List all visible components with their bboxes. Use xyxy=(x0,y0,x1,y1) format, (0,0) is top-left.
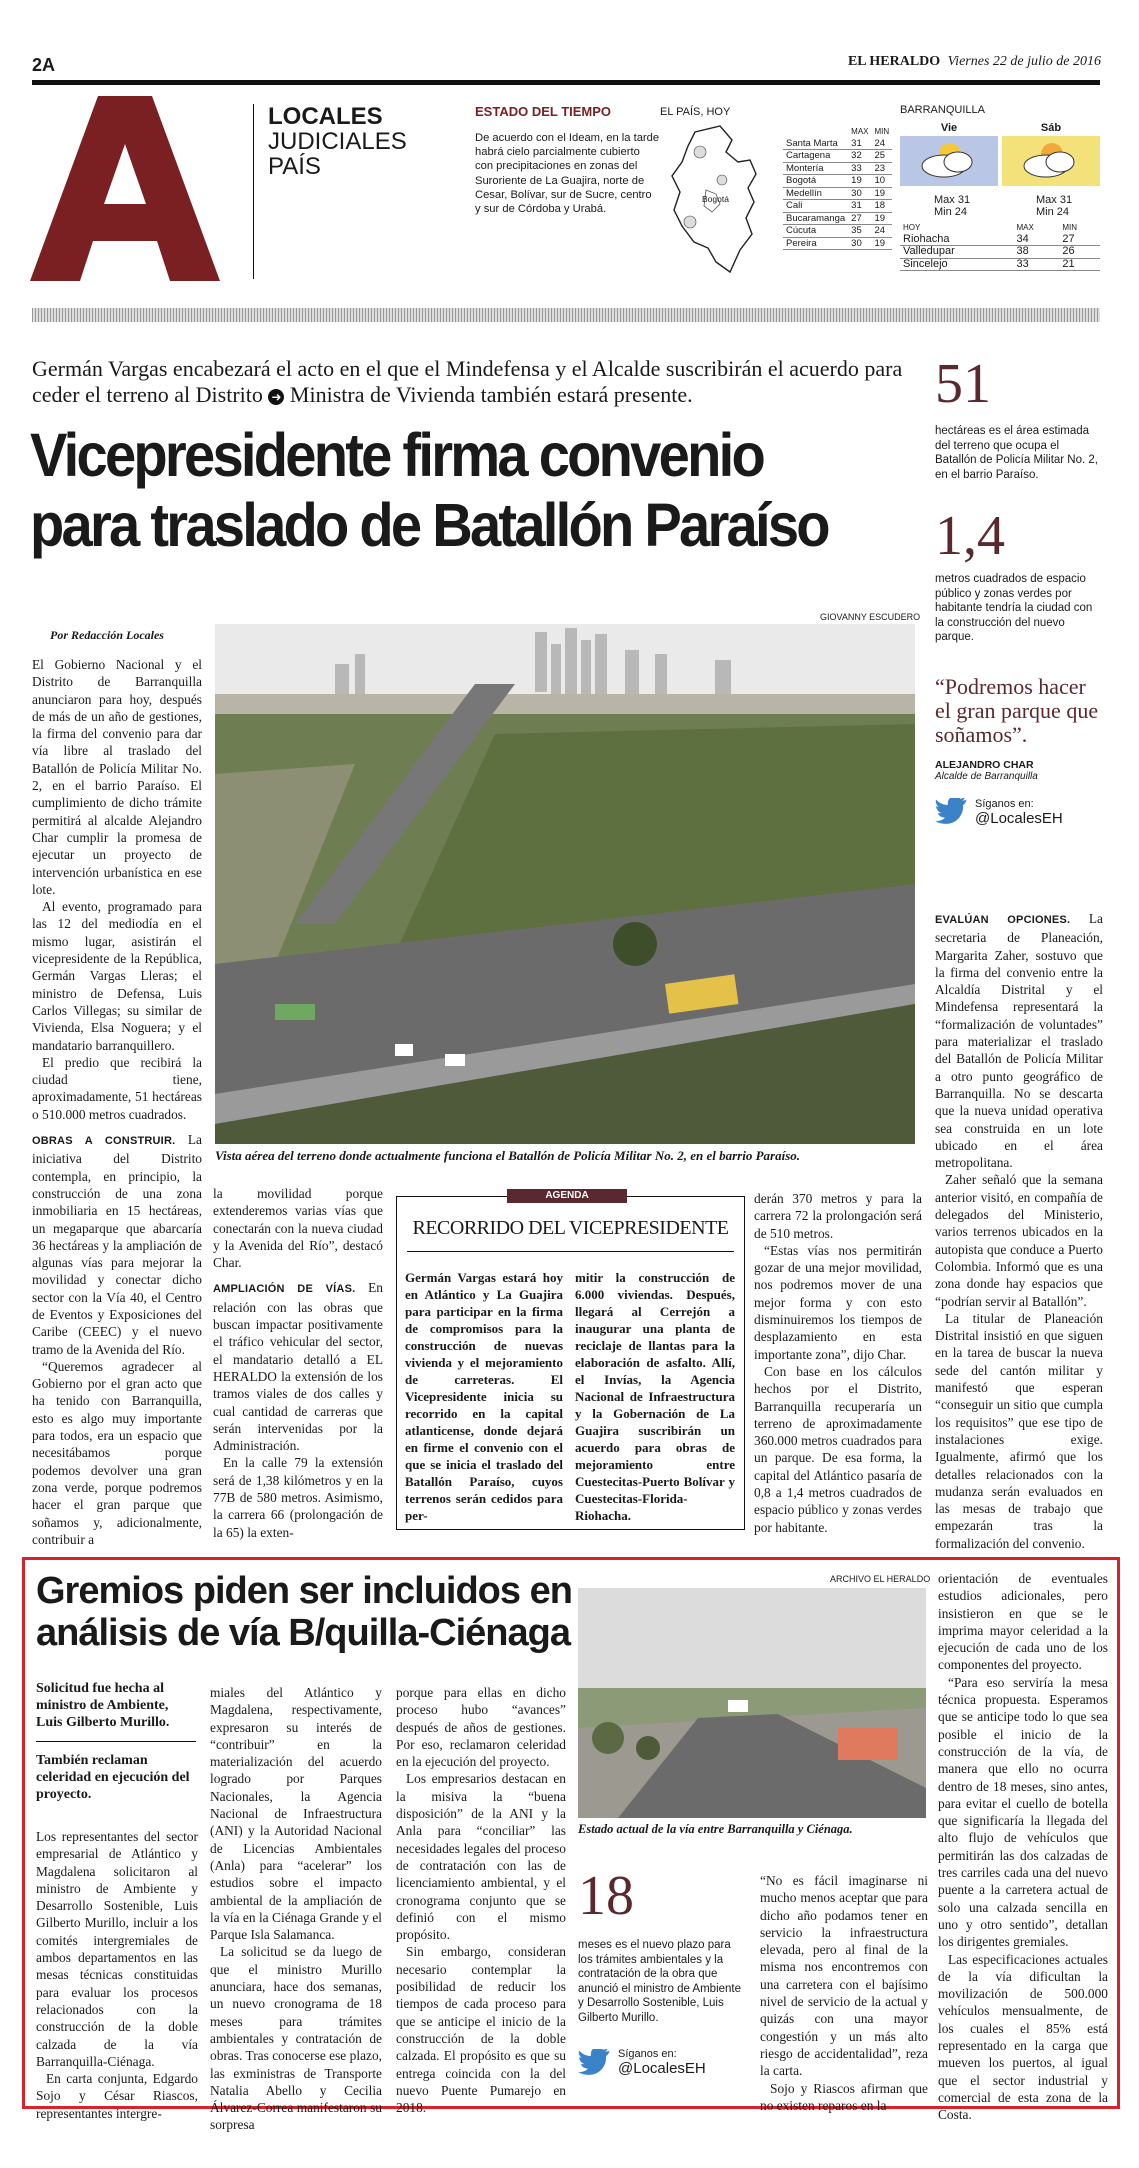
deck-line-2: También reclaman celeridad en ejecución del proyecto. xyxy=(36,1753,190,1802)
main-column-4 xyxy=(754,1190,922,1536)
pull-quote: “Podremos hacer el gran parque que soñamos”. xyxy=(935,673,1099,747)
follow-handle[interactable]: @LocalesEH xyxy=(975,809,1063,827)
city-name: Montería xyxy=(783,162,848,175)
paragraph: Zaher señaló que la semana anterior visitó, en compañía de delegados del Ministerio, varios terrenos ubicados en la autopista que conduce a Puerto Colombia. Informó que es una zona donde hay espacios que “podrían servir al Batallón”. xyxy=(935,1172,1103,1309)
deck-divider xyxy=(36,1741,196,1742)
deck-text: Germán Vargas encabezará el acto en el que el Mindefensa y el Alcalde suscribirán el acuerdo para ceder el terreno al Distrito xyxy=(32,356,903,407)
paragraph: Los representantes del sector empresarial de Atlántico y Magdalena solicitaron al ministro de Ambiente y Desarrollo Sostenible, Luis Gilberto Murillo, incluir a los comités intergremiales de ambos departamentos en las mesas técnicas constituidas para evaluar los procesos relacionados con la construcción de la doble calzada de la vía Barranquilla-Ciénaga. xyxy=(36,1829,198,2069)
follow-text xyxy=(618,2048,706,2077)
paragraph-with-kicker xyxy=(935,910,1103,1171)
city-min: 18 xyxy=(872,200,893,213)
local-weather-title: BARRANQUILLA xyxy=(900,104,985,116)
colombia-map xyxy=(660,122,770,282)
section-item-judiciales: JUDICIALES xyxy=(268,128,407,155)
city-name: Cali xyxy=(783,200,848,213)
table-row xyxy=(783,237,892,250)
kicker: EVALÚAN OPCIONES. xyxy=(935,914,1071,926)
city-max: 31 xyxy=(848,138,871,150)
section-a-icon xyxy=(30,96,220,281)
forecast-min: Min 24 xyxy=(934,206,968,218)
city-max: 30 xyxy=(848,237,871,250)
paragraph: porque para ellas en dicho proceso hubo “avances” después de años de gestiones. Por eso, reclamaron celeridad en la ejecución del proyecto. xyxy=(396,1685,566,1770)
city-name: Cartagena xyxy=(783,150,848,163)
city-name: Valledupar xyxy=(900,246,1014,259)
paragraph: El predio que recibirá la ciudad tiene, aproximadamente, 51 hectáreas o 510.000 metros cuadrados. xyxy=(32,1054,202,1122)
second-photo-credit: ARCHIVO EL HERALDO xyxy=(830,1574,931,1584)
paragraph: Con base en los cálculos hechos por el Distrito, Barranquilla recuperaría un terreno de aproximadamente 360.000 metros cuadrados para un parque. De esa forma, la capital del Atlántico pasaría de 0,8 a 1,4 metros cuadrados de espacio público y zonas verdes por habitante. xyxy=(754,1363,922,1535)
city-name: Sincelejo xyxy=(900,258,1014,271)
city-max: 38 xyxy=(1014,246,1060,259)
follow-label: Síganos en: xyxy=(618,2048,677,2060)
stat-number-51: 51 xyxy=(935,353,991,415)
second-follow-box[interactable] xyxy=(578,2048,706,2077)
stat-number-18: 18 xyxy=(578,1865,634,1927)
top-rule xyxy=(32,80,1100,85)
forecast-sky xyxy=(900,136,998,186)
stat-text-18: meses es el nuevo plazo para los trámites ambientales y la contratación de la obra que anunció el ministro de Ambiente y Desarrollo Sostenible, Luis Gilberto Murillo. xyxy=(578,1939,742,2024)
paragraph-with-kicker xyxy=(32,1131,202,1358)
paragraph: “Para eso serviría la mesa técnica propuesta. Esperamos que se anticipe todo lo que sea posible el inicio de la construcción de la vía, de manera que ello no ocurra dentro de 18 meses, sino antes, para evitar el cuello de botella que significaría la llegada del alto flujo de vehículos que permitirán las dos calzadas de tres carriles cada una del nuevo puente a la carretera actual de solo una calzada sencilla en uno y otro sentido”, detallan los dirigentes gremiales. xyxy=(938,1674,1108,1950)
table-row xyxy=(900,258,1100,271)
city-max: 27 xyxy=(848,212,871,225)
table-row xyxy=(783,200,892,213)
follow-label: Síganos en: xyxy=(975,797,1034,810)
table-row xyxy=(783,138,892,150)
twitter-bird-icon xyxy=(935,798,969,826)
city-min: 21 xyxy=(1059,258,1100,271)
forecast-sky xyxy=(1002,136,1100,186)
paragraph: “Estas vías nos permitirán gozar de una mejor movilidad, nos podremos mover de una mejor forma y con esto disminuiremos los tiempos de desplazamiento en esta importante zona”, dijo Char. xyxy=(754,1242,922,1362)
agenda-column-1: Germán Vargas estará hoy en Atlántico y La Guajira para participar en la firma de compromisos para la construcción de nuevas vivienda y el mejoramiento de carreteras. El Vicepresidente inicia su recorrido en la capital atlanticense, donde dejará en firme el convenio con el que se inicia el traslado del Batallón Paraíso, cuyos terrenos serán cedidos para per- xyxy=(405,1270,563,1523)
table-row xyxy=(900,234,1100,246)
city-max: 31 xyxy=(848,200,871,213)
second-photo-caption: Estado actual de la vía entre Barranquilla y Ciénaga. xyxy=(578,1822,853,1836)
weather-panel xyxy=(475,104,660,216)
table-row xyxy=(900,246,1100,259)
city-min: 24 xyxy=(872,138,893,150)
city-max: 34 xyxy=(1014,234,1060,246)
sidebar xyxy=(935,353,1103,827)
paragraph: La solicitud se da luego de que el ministro Murillo anunciara, hace dos semanas, un nuevo cronograma de 18 meses para trámites ambientales y contratación de obras. Tras conocerse ese plazo, las exministras de Transporte Natalia Abello y Cecilia Álvarez-Correa manifestaron su sorpresa xyxy=(210,1944,382,2133)
paper-name: EL HERALDO xyxy=(847,54,941,69)
city-temperature-table xyxy=(783,126,892,250)
city-min: 19 xyxy=(872,187,893,200)
city-min: 26 xyxy=(1059,246,1100,259)
table-row xyxy=(783,150,892,163)
headline-line-1: Vicepresidente firma convenio xyxy=(30,421,763,489)
headline-line-2: para traslado de Batallón Paraíso xyxy=(30,491,828,559)
section-letter-logo xyxy=(30,96,220,281)
second-column-5 xyxy=(760,1872,928,2114)
city-max: 30 xyxy=(848,187,871,200)
region-header-min: MIN xyxy=(1062,223,1078,232)
table-row xyxy=(783,175,892,188)
city-min: 10 xyxy=(872,175,893,188)
quote-author: ALEJANDRO CHAR xyxy=(935,758,1034,771)
paragraph: En carta conjunta, Edgardo Sojo y César Riascos, representantes intergre- xyxy=(36,2071,198,2121)
city-min: 19 xyxy=(872,237,893,250)
forecast-max: Max 31 xyxy=(1036,194,1073,206)
hatched-divider xyxy=(32,308,1100,322)
deck-text-2: Ministra de Vivienda también estará presente. xyxy=(289,382,693,407)
paragraph: Al evento, programado para las 12 del mediodía en el mismo lugar, asistirán el vicepresidente de la República, Germán Vargas Lleras; el ministro de Defensa, Luis Carlos Villegas; su similar de Vivienda, Elsa Noguera; y el mandatario barranquillero. xyxy=(32,899,202,1053)
quote-role: Alcalde de Barranquilla xyxy=(935,770,1038,782)
city-min: 23 xyxy=(872,162,893,175)
city-max: 33 xyxy=(848,162,871,175)
arrow-icon: ➜ xyxy=(268,389,284,405)
city-min: 27 xyxy=(1059,234,1100,246)
city-header-blank xyxy=(783,126,848,138)
forecast-day-2 xyxy=(1002,122,1100,192)
region-temperature-table xyxy=(900,222,1100,271)
paragraph: orientación de eventuales estudios adicionales, pero insistieron en que se le imprima mayor celeridad a la ejecución de cada uno de los componentes del proyecto. xyxy=(938,1571,1108,1673)
paragraph: Los empresarios destacan en la misiva la “buena disposición” de la ANI y la Anla para “conciliar” las necesidades legales del proceso de contratación con las de licenciamiento ambiental, y el cronograma conjunto que se definió con el mismo propósito. xyxy=(396,1771,566,1943)
city-min: 19 xyxy=(872,212,893,225)
main-headline xyxy=(30,420,858,560)
forecast-max: Max 31 xyxy=(934,194,971,206)
stat-text-1-4: metros cuadrados de espacio público y zonas verdes por habitante tendría la ciudad con la construcción del nuevo parque. xyxy=(935,573,1093,643)
second-column-3 xyxy=(396,1684,566,2116)
byline: Por Redacción Locales xyxy=(50,628,164,642)
section-item-locales: LOCALES xyxy=(268,103,383,130)
photo-credit: GIOVANNY ESCUDERO xyxy=(820,612,921,622)
city-name: Riohacha xyxy=(900,234,1014,246)
kicker: AMPLIACIÓN DE VÍAS. xyxy=(213,1283,356,1296)
city-name: Pereira xyxy=(783,237,848,250)
agenda-rule xyxy=(407,1251,734,1252)
follow-box[interactable] xyxy=(935,798,1103,827)
second-column-1 xyxy=(36,1828,198,2122)
cloud-sun-icon xyxy=(1002,136,1100,186)
stat-number-1-4: 1,4 xyxy=(935,505,1005,567)
second-column-6 xyxy=(938,1570,1108,2124)
forecast-day-name: Sáb xyxy=(1040,122,1062,134)
issue-date: Viernes 22 de julio de 2016 xyxy=(947,54,1101,69)
paragraph: miales del Atlántico y Magdalena, respectivamente, expresaron su interés de “contribuir” en la materialización del acuerdo logrado por Parques Nacionales, la Agencia Nacional de Infraestructura (ANI) y la Autoridad Nacional de Licencias Ambientales (Anla) para “acelerar” los estudios sobre el impacto ambiental de la ampliación de la vía en la Ciénaga Grande y el Parque Isla Salamanca. xyxy=(210,1685,382,1943)
paragraph: “Queremos agradecer al Gobierno por el gran acto que ha tenido con Barranquilla, esto es algo muy importante para todos, era un espacio que necesitábamos porque podemos devolver una gran zona verde, porque podremos hacer el gran parque que soñamos y, adicionalmente, contribuir a xyxy=(32,1358,202,1547)
city-max: 32 xyxy=(848,150,871,163)
city-name: Medellín xyxy=(783,187,848,200)
follow-text xyxy=(975,798,1063,827)
paragraph-text: La iniciativa del Distrito contempla, en principio, la construcción de una zona inmobiliaria en 15 hectáreas, un megaparque que abarcaría 36 hectáreas y la ampliación de algunas vías para mejorar la movilidad y conectar dicho sector con la Vía 40, el Centro de Eventos y Exposiciones del Caribe (CEEC) y el nuevo tramo de la Avenida del Río. xyxy=(32,1132,202,1357)
table-row xyxy=(783,212,892,225)
paragraph-with-kicker xyxy=(213,1279,383,1454)
paragraph: El Gobierno Nacional y el Distrito de Barranquilla anunciaron para hoy, después de más de un año de gestiones, la firma del convenio para dar vía libre al traslado del Batallón de Policía Militar No. 2, en el barrio Paraíso. El cumplimiento de dicho trámite permitirá al alcalde Alejandro Char cumplir la promesa de ejecutar un proyecto de intervención urbanística en ese lote. xyxy=(32,657,202,897)
aerial-landscape-icon xyxy=(215,624,915,1144)
section-item-pais: PAÍS xyxy=(268,153,321,180)
city-max: 19 xyxy=(848,175,871,188)
city-name: Bucaramanga xyxy=(783,212,848,225)
agenda-tag: AGENDA xyxy=(507,1189,627,1203)
table-row xyxy=(783,225,892,238)
paragraph: En la calle 79 la extensión será de 1,38 kilómetros y en la 77B de 580 metros. Asimismo, la carrera 66 (prolongación de la 65) la exten- xyxy=(213,1455,383,1540)
photo-caption: Vista aérea del terreno donde actualmente funciona el Batallón de Policía Militar No. 2, en el barrio Paraíso. xyxy=(215,1148,801,1163)
agenda-column-2: mitir la construcción de 6.000 viviendas. Después, llegará al Cerrejón a inaugurar una planta de reciclaje de llantas para la elaboración de asfalto. Allí, el Invías, la Agencia Nacional de Infraestructura y la Gobernación de La Guajira suscribirán un acuerdo para obras de mejoramiento entre Cuestecitas-Puerto Bolívar y Cuestecitas-Florida-Riohacha. xyxy=(575,1270,735,1523)
city-max: 35 xyxy=(848,225,871,238)
masthead-right xyxy=(848,54,1101,70)
section-divider xyxy=(253,104,254,279)
sidebar-column xyxy=(935,910,1103,1552)
paragraph: La titular de Planeación Distrital insistió en que siguen en la tarea de buscar la nueva sede del cantón militar y manifestó que esperan “conseguir un sitio que cumpla los requisitos” que ese tipo de instalaciones exige. Igualmente, afirmó que los detalles relacionados con la mudanza serán evaluados en las mesas de trabajo que empezarán tras la formalización del convenio. xyxy=(935,1310,1103,1551)
road-photo xyxy=(578,1588,926,1818)
agenda-box xyxy=(396,1190,745,1530)
table-row xyxy=(783,162,892,175)
second-column-2 xyxy=(210,1684,382,2134)
forecast-min: Min 24 xyxy=(1036,206,1070,218)
cloud-sun-icon xyxy=(900,136,998,186)
section-list xyxy=(268,104,407,179)
map-title: EL PAÍS, HOY xyxy=(660,106,731,118)
paragraph: “No es fácil imaginarse ni mucho menos aceptar que para dicho año podamos tener en servicio la infraestructura elevada, pero al final de la misma nos encontremos con una carretera con el bajísimo nivel de servicio de la actual y quizás con una mayor congestión y un más alto riesgo de accidentalidad”, reza la carta. xyxy=(760,1873,928,2079)
agenda-title: RECORRIDO DEL VICEPRESIDENTE xyxy=(412,1217,729,1239)
map-label-bogota: Bogotá xyxy=(702,194,729,204)
second-headline-line-2: análisis de vía B/quilla-Ciénaga xyxy=(36,1612,570,1654)
paragraph: Sin embargo, consideran necesario contemplar la posibilidad de reducir los tiempos de cada proceso para que se anticipe el inicio de la construcción de la doble calzada. El propósito es que su entrega coincida con la del nuevo Puente Pumarejo en 2018. xyxy=(396,1944,566,2116)
weather-text: De acuerdo con el Ideam, en la tarde habrá cielo parcialmente cubierto con precipitaciones en zonas del Suroriente de La Guajira, norte de Cesar, Bolívar, sur de Sucre, centro y sur de Córdoba y Urabá. xyxy=(475,132,660,216)
region-header-max: MAX xyxy=(1016,223,1034,232)
paragraph-text: En relación con las obras que buscan impactar positivamente el tráfico vehicular del sector, el mandatario detalló a EL HERALDO la extensión de los tramos viales de dos calles y cual cantidad de carreras que serán intervenidas por la Administración. xyxy=(213,1280,383,1454)
city-name: Santa Marta xyxy=(783,138,848,150)
second-headline-line-1: Gremios piden ser incluidos en xyxy=(36,1570,572,1612)
forecast-day-1 xyxy=(900,122,998,192)
forecast-values-2 xyxy=(1036,194,1072,218)
paragraph: Sojo y Riascos afirman que no existen reparos en la xyxy=(760,2080,928,2113)
main-column-1 xyxy=(32,656,202,1548)
forecast-day-name: Vie xyxy=(940,122,958,134)
stat-text-51: hectáreas es el área estimada del terreno que ocupa el Batallón de Policía Militar No. 2, en el barrio Paraíso. xyxy=(935,425,1098,481)
paragraph: Las especificaciones actuales de la vía dificultan la movilización de 500.000 vehículos mensualmente, de los cuales el 85% está representado en la carga que mueven los puertos, al igual que el sector industrial y comercial de esta zona de la Costa. xyxy=(938,1951,1108,2123)
kicker: OBRAS A CONSTRUIR. xyxy=(32,1135,176,1148)
second-headline xyxy=(36,1570,596,1654)
second-deck xyxy=(36,1680,196,1803)
forecast-values-1 xyxy=(934,194,970,218)
weather-title: ESTADO DEL TIEMPO xyxy=(475,104,612,119)
twitter-bird-icon xyxy=(578,2049,612,2077)
city-header-min: MIN xyxy=(874,127,890,136)
paragraph: la movilidad porque extenderemos varias vías que conectarán con la nueva ciudad y la Avenida del Río”, destacó Char. xyxy=(213,1186,383,1271)
table-row xyxy=(783,187,892,200)
paragraph-text: La secretaria de Planeación, Margarita Zaher, sostuvo que la firma del convenio entre la Alcaldía Distrital y el Mindefensa representará la “formalización de voluntades” para materializar el traslado del Batallón de Policía Militar a otro punto geográfico de Barranquilla. No se descarta que la nueva unidad operativa sea construida en un lote ubicado en el área metropolitana. xyxy=(935,911,1103,1171)
main-deck xyxy=(32,356,912,408)
follow-handle[interactable]: @LocalesEH xyxy=(618,2060,706,2077)
city-min: 25 xyxy=(872,150,893,163)
road-landscape-icon xyxy=(578,1588,926,1818)
deck-line-1: Solicitud fue hecha al ministro de Ambiente, Luis Gilberto Murillo. xyxy=(36,1681,170,1730)
city-min: 24 xyxy=(872,225,893,238)
main-column-2 xyxy=(213,1185,383,1541)
paragraph: derán 370 metros y para la carrera 72 la prolongación será de 510 metros. xyxy=(754,1191,922,1241)
city-name: Cúcuta xyxy=(783,225,848,238)
aerial-photo xyxy=(215,624,915,1144)
page-number: 2A xyxy=(32,55,56,75)
region-header-today: HOY xyxy=(903,223,921,232)
city-name: Bogotá xyxy=(783,175,848,188)
city-max: 33 xyxy=(1014,258,1060,271)
city-header-max: MAX xyxy=(851,127,869,136)
